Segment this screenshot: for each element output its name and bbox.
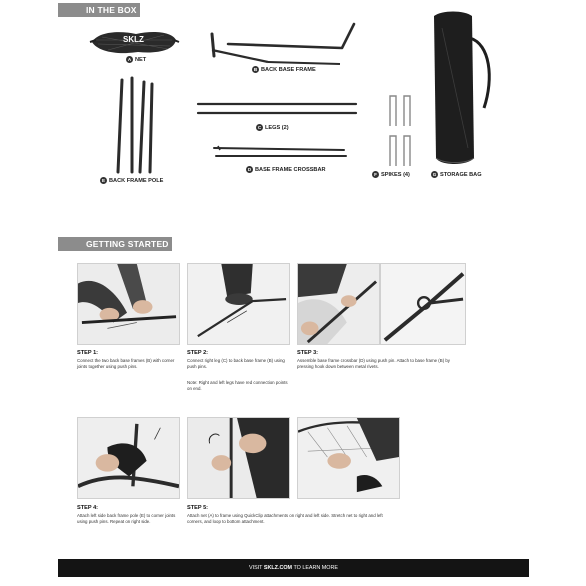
- in-the-box-header: [58, 3, 140, 17]
- part-badge: A: [127, 57, 132, 62]
- legs-image: [196, 100, 358, 120]
- part-badge: E: [101, 178, 106, 183]
- part-label-back-frame-pole: E BACK FRAME POLE: [101, 177, 164, 184]
- step-1-text: Connect the two back base frames (B) with corner joints together using push pins.: [77, 358, 175, 369]
- part-label-net: A NET: [127, 56, 147, 63]
- part-badge: F: [372, 171, 379, 178]
- part-label-storage-bag: G STORAGE BAG: [432, 171, 482, 178]
- base-frame-crossbar-image: [212, 144, 348, 162]
- step-2-text: Connect right leg (C) to back base frame (B) using push pins.: [187, 358, 285, 369]
- step-2-photo: [187, 263, 290, 345]
- step-4-photo: [77, 417, 180, 499]
- part-badge: G: [432, 172, 437, 177]
- step-5-title: STEP 5:: [187, 505, 209, 511]
- net-logo: SKLZ: [123, 35, 144, 44]
- storage-bag-image: [428, 8, 498, 172]
- part-label-back-base-frame: B BACK BASE FRAME: [253, 66, 316, 73]
- step-1-title: STEP 1:: [77, 350, 99, 356]
- step-5-photo-2: [297, 417, 400, 499]
- step-3-title: STEP 3:: [297, 350, 319, 356]
- footer-bar: [58, 559, 529, 577]
- back-frame-pole-image: [108, 76, 158, 176]
- part-label-base-frame-crossbar: D BASE FRAME CROSSBAR: [247, 166, 326, 173]
- footer-suffix: TO LEARN MORE: [292, 565, 338, 571]
- spikes-image: [384, 92, 418, 170]
- part-label-spikes: F SPIKES (4): [372, 171, 410, 178]
- back-base-frame-image: [208, 20, 358, 70]
- part-label-legs: C LEGS (2): [257, 124, 289, 131]
- footer-prefix: VISIT: [249, 565, 264, 571]
- step-1-photo: [77, 263, 180, 345]
- step-4-title: STEP 4:: [77, 505, 99, 511]
- step-5-text: Attach net (A) to frame using QuickClip attachments on right and left side. Stretch net to right and left corners, and loop to bottom attachment.: [187, 513, 383, 524]
- getting-started-header: [58, 237, 172, 251]
- part-badge: B: [253, 67, 258, 72]
- in-the-box-title: IN THE BOX: [86, 5, 137, 15]
- part-badge: D: [247, 167, 252, 172]
- step-4-text: Attach left side back frame pole (E) to corner joints using push pins. Repeat on right side.: [77, 513, 176, 524]
- getting-started-title: GETTING STARTED: [86, 239, 169, 249]
- step-2-title: STEP 2:: [187, 350, 209, 356]
- part-badge: C: [257, 125, 262, 130]
- step-3-text: Assemble base frame crossbar (D) using push pin. Attach to base frame (B) by pressing hook down between metal rivets.: [297, 358, 451, 369]
- footer-site-link[interactable]: SKLZ.COM: [263, 565, 293, 571]
- step-5-photo-1: [187, 417, 290, 499]
- step-2-note: Note: Right and left legs have red connection points on end.: [187, 380, 288, 391]
- step-3-photo-1: [297, 263, 380, 345]
- step-3-photo-2: [380, 263, 466, 345]
